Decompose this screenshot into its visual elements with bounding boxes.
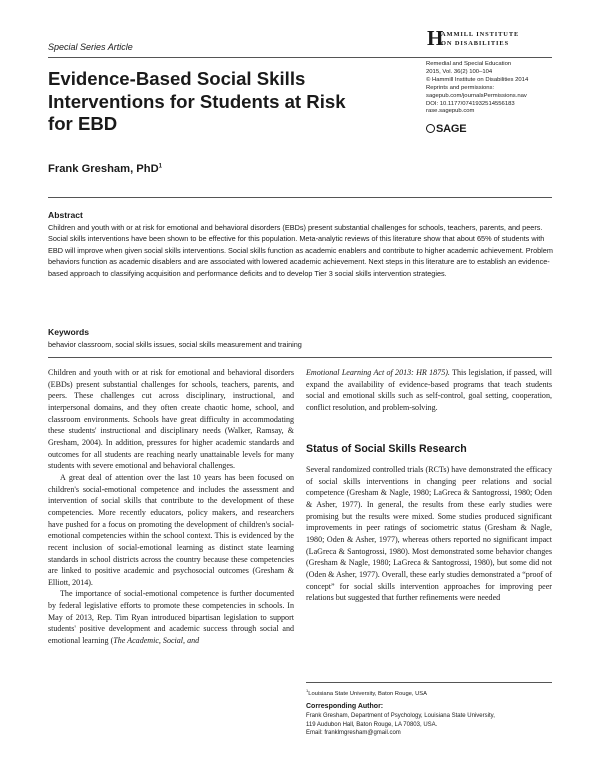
keywords-rule [48, 357, 552, 358]
body-paragraph-2: A great deal of attention over the last 10 years has been focused on children's social-emotional competence and includes the assessment and intervention of social skills that contribute to the development of these competencies. More recently educators, policy makers, and researchers have pushed for a focus on promoting the development of children's social-emotional competencies within the school context. This is evidenced by the recent inclusion of social-emotional learning as distinct state learning standards in school districts across the country because these competencies are linked to positive academic and psychosocial outcomes (Gresham & Elliott, 2014). [48, 472, 294, 587]
corresponding-author [306, 703, 556, 738]
act-title-part2: Emotional Learning Act of 2013: HR 1875). [306, 368, 450, 377]
affiliation-text: Louisiana State University, Baton Rouge, USA [308, 690, 428, 697]
keywords-text: behavior classroom, social skills issues, social skills measurement and training [48, 340, 302, 349]
footnote-rule [306, 682, 552, 683]
body-paragraph-3-cont [306, 367, 552, 414]
body-paragraph-3-rest: This legislation, if passed, will expand the availability of evidence-based programs that teach students social and emotional skills such as self-control, goal setting, cooperation, conflict resolution, and problem-solving. [306, 368, 553, 412]
abstract-heading: Abstract [48, 210, 83, 220]
sage-logo-text: SAGE [436, 123, 467, 135]
body-paragraph-3-text: The importance of social-emotional competence is further documented by federal legislative efforts to promote these competencies in schools. In May of 2013, Rep. Tim Ryan introduced bipartisan legislation to support students' positive development and academic success through social and emotional learning ( [48, 589, 294, 646]
body-right-column-top [306, 367, 552, 414]
publisher-logo-line2: ON DISABILITIES [441, 40, 510, 47]
publisher-logo-glyph: H [427, 26, 444, 50]
author-name [48, 163, 162, 175]
publisher-logo [427, 28, 557, 50]
header-rule [48, 57, 552, 58]
reprints-label: Reprints and permissions: [426, 84, 495, 91]
journal-site-link[interactable]: rase.sagepub.com [426, 108, 475, 115]
sage-logo [426, 123, 466, 135]
abstract-text: Children and youth with or at risk for emotional and behavioral disorders (EBDs) present substantial challenges for schools, teachers, parents, and peers. Social skills interventions have been shown to be effective for this population. Meta-analytic reviews of this literature show that about 65% of students with EBD will improve when given social skills interventions. Social skills function as academic enablers and contribute to higher academic achievement. Problem behaviors function as academic disablers and are associated with lowered academic achievement. Next steps in this literature are to establish an evidence-based approach to classifying acquisition and performance deficits and to develop Tier 3 social skills intervention strategies. [48, 223, 553, 278]
corresponding-heading: Corresponding Author: [306, 703, 384, 710]
corresponding-line-2: 119 Audubon Hall, Baton Rouge, LA 70803, USA. [306, 721, 438, 728]
section-heading: Status of Social Skills Research [306, 443, 467, 455]
affiliation-mark: 1 [306, 688, 309, 693]
body-right-column-bottom [306, 464, 552, 604]
journal-name: Remedial and Special Education [426, 61, 512, 67]
keywords-heading: Keywords [48, 327, 90, 337]
body-left-column [48, 367, 294, 647]
article-title: Evidence-Based Social Skills Interventions for Students at Risk for EBD [48, 68, 346, 134]
body-paragraph-1: Children and youth with or at risk for emotional and behavioral disorders (EBDs) present substantial challenges for schools, teachers, parents, and peers. These challenges cut across disciplinary, instructional, and interpersonal domains, and they often create chaotic home, school, and classroom environments. Schools have great difficulty in accommodating these students' instructional and disciplinary needs (Walker, Ramsay, & Gresham, 2004). In addition, pressures for higher academic standards and outcomes for all students are reaching nearly unattainable levels for many students with severe emotional and behavioral challenges. [48, 368, 294, 471]
act-title-part1: The Academic, Social, and [113, 636, 200, 646]
publication-info [426, 61, 566, 116]
volume-info: 2015, Vol. 36(2) 100–104 [426, 68, 493, 75]
author-name-text: Frank Gresham, PhD [48, 163, 159, 175]
doi[interactable]: DOI: 10.1177/0741932514556183 [426, 100, 515, 107]
publisher-logo-line1: AMMILL INSTITUTE [441, 31, 520, 38]
body-paragraph-4: Several randomized controlled trials (RCTs) have demonstrated the efficacy of social skills interventions in changing peer relations and social competence (Gresham & Nagle, 1980; LaGreca & Santogrossi, 1980; Oden & Asher, 1977). In general, the results from these early studies were promising but the results were mixed. Some studies produced significant improvements in peer ratings of sociometric status (Gresham & Nagle, 1980; Oden & Asher, 1977), whereas others reported no significant impact (LaGreca & Santogrossi, 1980). Most demonstrated some behavior changes (Gresham & Nagle, 1980; LaGreca & Santogrossi, 1980), but some did not (Oden & Asher, 1977). Overall, these early studies demonstrated a “proof of concept” for social skills intervention approaches for improving peer relations but suggested that further refinements were needed [306, 465, 552, 603]
corresponding-email[interactable]: Email: franklmgresham@gmail.com [306, 730, 401, 737]
sage-logo-mark-icon [426, 124, 435, 133]
series-label: Special Series Article [48, 42, 133, 52]
permissions-link[interactable]: sagepub.com/journalsPermissions.nav [426, 92, 527, 99]
affiliation-footnote [306, 688, 427, 697]
abstract-rule [48, 197, 552, 198]
corresponding-line-1: Frank Gresham, Department of Psychology, Louisiana State University, [306, 713, 495, 720]
copyright: © Hammill Institute on Disabilities 2014 [426, 76, 529, 83]
author-affil-mark: 1 [158, 163, 163, 170]
body-paragraph-3 [48, 588, 294, 646]
